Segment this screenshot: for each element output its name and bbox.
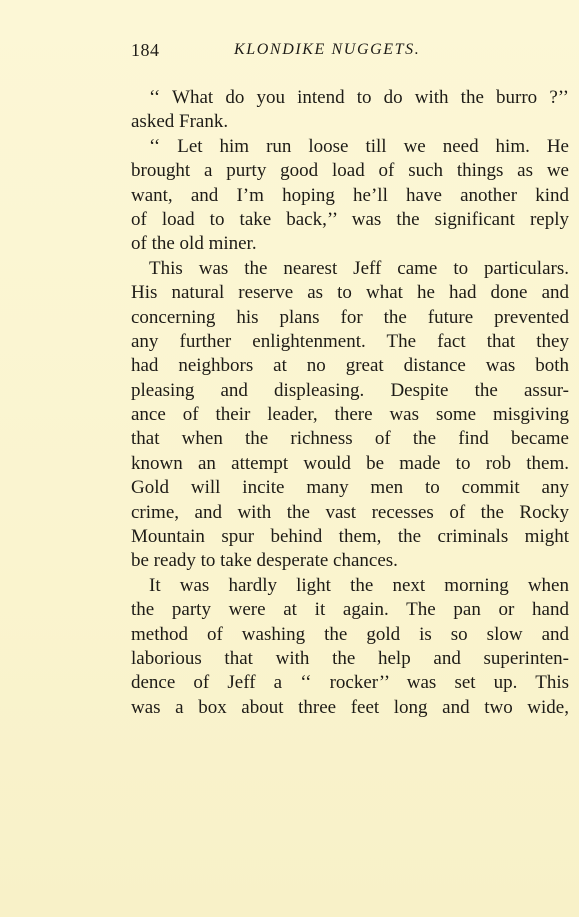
text-line: asked Frank. <box>131 111 229 133</box>
text-line: crime, and with the vast recesses of the Rocky <box>131 501 569 523</box>
text-line: of the old miner. <box>131 233 257 255</box>
text-line: It was hardly light the next morning when <box>149 574 569 596</box>
text-line: concerning his plans for the future prevented <box>131 306 569 328</box>
text-line: want, and I’m hoping he’ll have another kind <box>131 184 569 206</box>
text-line: was a box about three feet long and two wide, <box>131 696 569 718</box>
text-line: ance of their leader, there was some misgiving <box>131 404 569 426</box>
text-line: Gold will incite many men to commit any <box>131 477 569 499</box>
text-line: dence of Jeff a ‘‘ rocker’’ was set up. This <box>131 672 569 694</box>
text-line: His natural reserve as to what he had done and <box>131 282 569 304</box>
text-line: the party were at it again. The pan or hand <box>131 599 569 621</box>
text-line: brought a purty good load of such things as we <box>131 160 569 182</box>
text-line: known an attempt would be made to rob them. <box>131 452 569 474</box>
text-line: of load to take back,’’ was the significant reply <box>131 208 569 230</box>
body-text <box>131 86 569 720</box>
text-line: method of washing the gold is so slow and <box>131 623 569 645</box>
running-title: KLONDIKE NUGGETS. <box>234 41 421 58</box>
text-line: pleasing and displeasing. Despite the assur- <box>131 379 569 401</box>
page-header <box>131 40 531 64</box>
text-line: laborious that with the help and superinten- <box>131 647 569 669</box>
text-line: This was the nearest Jeff came to particulars. <box>149 257 569 279</box>
text-line: ‘‘ Let him run loose till we need him. He <box>149 135 569 157</box>
text-line: had neighbors at no great distance was both <box>131 355 569 377</box>
text-line: any further enlightenment. The fact that they <box>131 330 569 352</box>
text-line: be ready to take desperate chances. <box>131 550 398 572</box>
page-number: 184 <box>131 40 160 60</box>
text-line: that when the richness of the find became <box>131 428 569 450</box>
text-line: Mountain spur behind them, the criminals might <box>131 526 569 548</box>
text-line: ‘‘ What do you intend to do with the burro ?’’ <box>149 87 569 108</box>
